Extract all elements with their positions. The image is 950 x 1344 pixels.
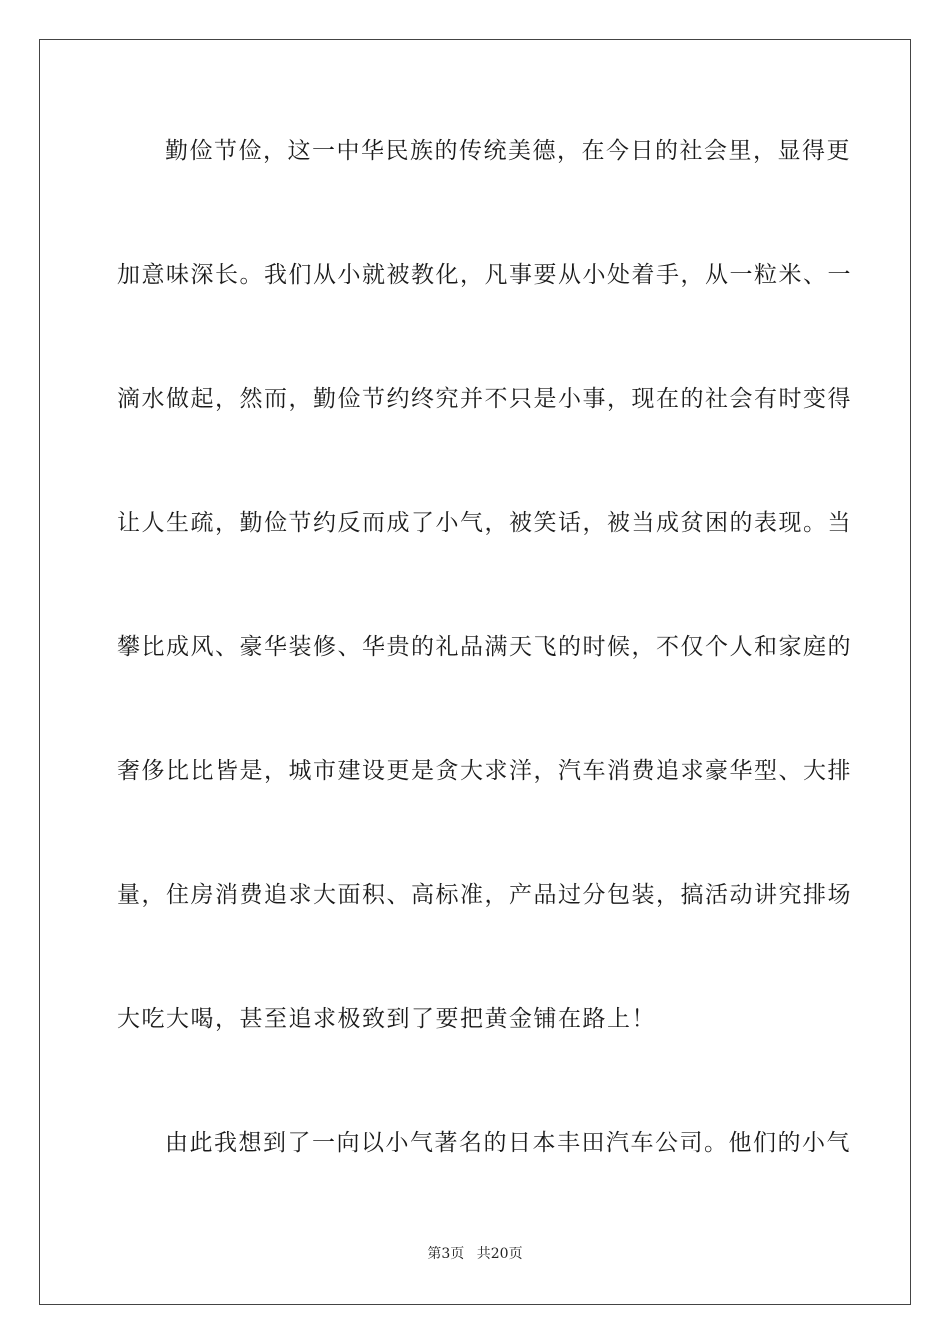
page-number: 第3页 <box>427 1246 465 1262</box>
paragraph-line: 加意味深长。我们从小就被教化，凡事要从小处着手，从一粒米、一 <box>117 262 852 288</box>
page-footer <box>0 1245 950 1263</box>
paragraph-line: 勤俭节俭，这一中华民族的传统美德，在今日的社会里，显得更 <box>165 138 851 164</box>
page-frame <box>39 39 911 1305</box>
paragraph-line: 滴水做起，然而，勤俭节约终究并不只是小事，现在的社会有时变得 <box>117 386 852 412</box>
paragraph-line: 量，住房消费追求大面积、高标准，产品过分包装，搞活动讲究排场 <box>117 882 852 908</box>
paragraph-line: 攀比成风、豪华装修、华贵的礼品满天飞的时候，不仅个人和家庭的 <box>117 634 852 660</box>
paragraph-line: 奢侈比比皆是，城市建设更是贪大求洋，汽车消费追求豪华型、大排 <box>117 758 852 784</box>
paragraph-line: 大吃大喝，甚至追求极致到了要把黄金铺在路上！ <box>117 1006 656 1032</box>
paragraph-line: 由此我想到了一向以小气著名的日本丰田汽车公司。他们的小气 <box>165 1130 851 1156</box>
page-total: 共20页 <box>476 1246 523 1262</box>
paragraph-line: 让人生疏，勤俭节约反而成了小气，被笑话，被当成贫困的表现。当 <box>117 510 852 536</box>
